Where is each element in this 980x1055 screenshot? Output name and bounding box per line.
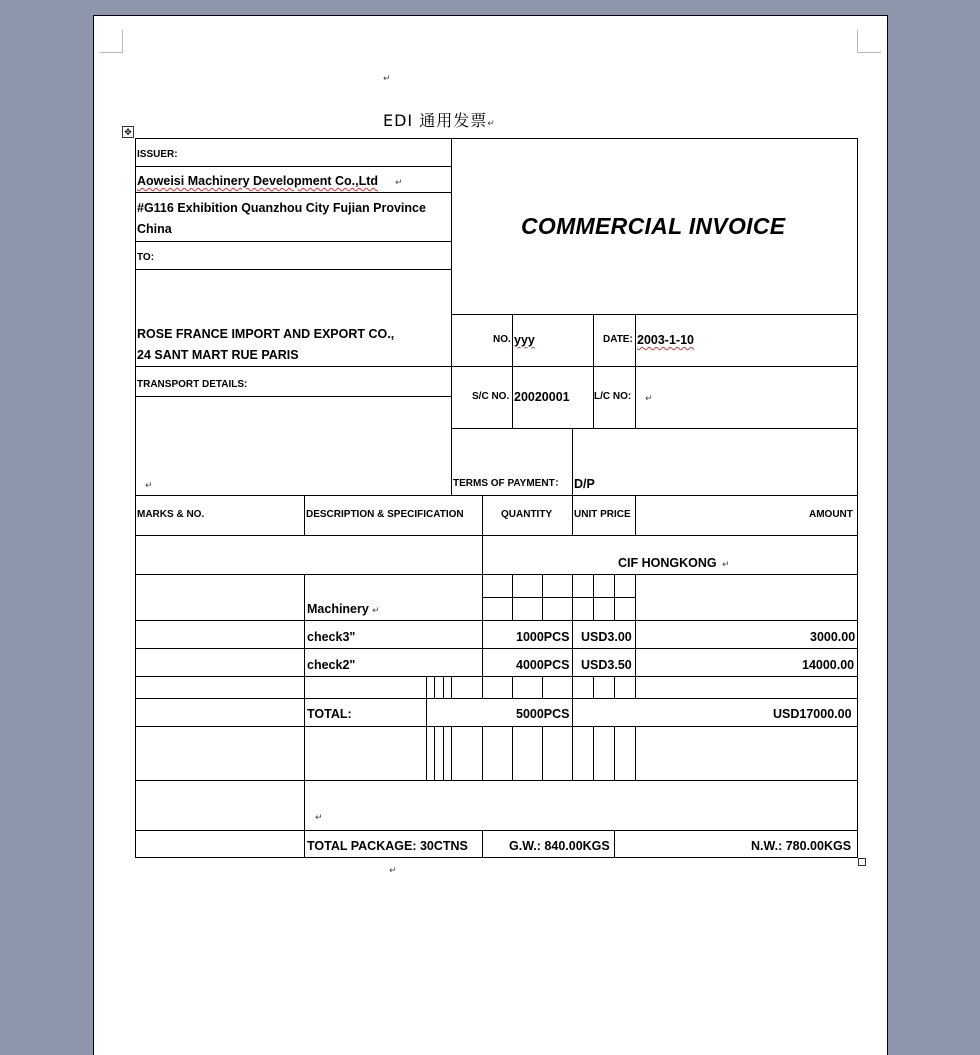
invoice-number-label: NO. (493, 334, 511, 345)
table-resize-handle[interactable] (858, 858, 866, 866)
crop-mark (857, 52, 881, 53)
item-quantity[interactable]: 1000PCS (516, 630, 570, 644)
item-unit-price[interactable]: USD3.50 (581, 658, 632, 672)
document-title[interactable]: COMMERCIAL INVOICE (521, 213, 786, 239)
terms-of-payment-value[interactable]: D/P (574, 477, 595, 491)
paragraph-mark: ↵ (487, 119, 496, 129)
price-term[interactable]: CIF HONGKONG (618, 556, 717, 570)
total-amount[interactable]: USD17000.00 (773, 707, 852, 721)
crop-mark (100, 52, 123, 53)
table-move-handle-icon[interactable]: ✥ (122, 126, 134, 138)
paragraph-mark: ↵ (645, 393, 653, 403)
item-unit-price[interactable]: USD3.00 (581, 630, 632, 644)
lc-number-label: L/C NO: (594, 391, 632, 402)
gross-weight[interactable]: G.W.: 840.00KGS (509, 839, 610, 853)
issuer-address-line2[interactable]: China (137, 222, 172, 236)
crop-mark (857, 30, 858, 52)
invoice-number-value[interactable]: yyy (514, 333, 535, 347)
date-value[interactable]: 2003-1-10 (637, 333, 694, 347)
sales-contract-value[interactable]: 20020001 (514, 390, 570, 404)
column-header-description: DESCRIPTION & SPECIFICATION (306, 509, 464, 520)
paragraph-mark: ↵ (145, 480, 153, 490)
document-page[interactable] (93, 15, 888, 1055)
total-quantity[interactable]: 5000PCS (516, 707, 570, 721)
issuer-address-line1[interactable]: #G116 Exhibition Quanzhou City Fujian Province (137, 201, 426, 215)
paragraph-mark: ↵ (389, 865, 397, 875)
paragraph-mark: ↵ (315, 812, 323, 822)
product-name[interactable]: Machinery (307, 602, 369, 616)
item-quantity[interactable]: 4000PCS (516, 658, 570, 672)
sales-contract-label: S/C NO. (472, 391, 510, 402)
total-label: TOTAL: (307, 707, 352, 721)
column-header-marks: MARKS & NO. (137, 509, 205, 520)
item-amount[interactable]: 3000.00 (810, 630, 856, 644)
heading-text: EDI 通用发票 (383, 111, 488, 130)
terms-of-payment-label: TERMS OF PAYMENT： (453, 478, 565, 489)
net-weight[interactable]: N.W.: 780.00KGS (751, 839, 852, 853)
transport-details-label: TRANSPORT DETAILS: (137, 379, 248, 390)
paragraph-mark: ↵ (372, 605, 380, 615)
issuer-company[interactable]: Aoweisi Machinery Development Co.,Ltd (137, 174, 379, 188)
column-header-quantity: QUANTITY (501, 509, 553, 520)
total-package[interactable]: TOTAL PACKAGE: 30CTNS (307, 839, 468, 853)
item-description[interactable]: check2" (307, 658, 356, 672)
invoice-table (135, 138, 858, 858)
to-label: TO: (137, 252, 155, 263)
consignee-name[interactable]: ROSE FRANCE IMPORT AND EXPORT CO., (137, 327, 395, 341)
paragraph-mark: ↵ (395, 177, 403, 187)
paragraph-mark: ↵ (383, 73, 391, 83)
paragraph-mark: ↵ (722, 559, 730, 569)
item-amount[interactable]: 14000.00 (802, 658, 855, 672)
issuer-label: ISSUER: (137, 149, 178, 160)
date-label: DATE: (603, 334, 633, 345)
item-description[interactable]: check3" (307, 630, 356, 644)
column-header-amount: AMOUNT (809, 509, 853, 520)
column-header-unit-price: UNIT PRICE (574, 509, 631, 520)
document-heading (383, 108, 496, 131)
consignee-address[interactable]: 24 SANT MART RUE PARIS (137, 348, 299, 362)
crop-mark (122, 30, 123, 52)
